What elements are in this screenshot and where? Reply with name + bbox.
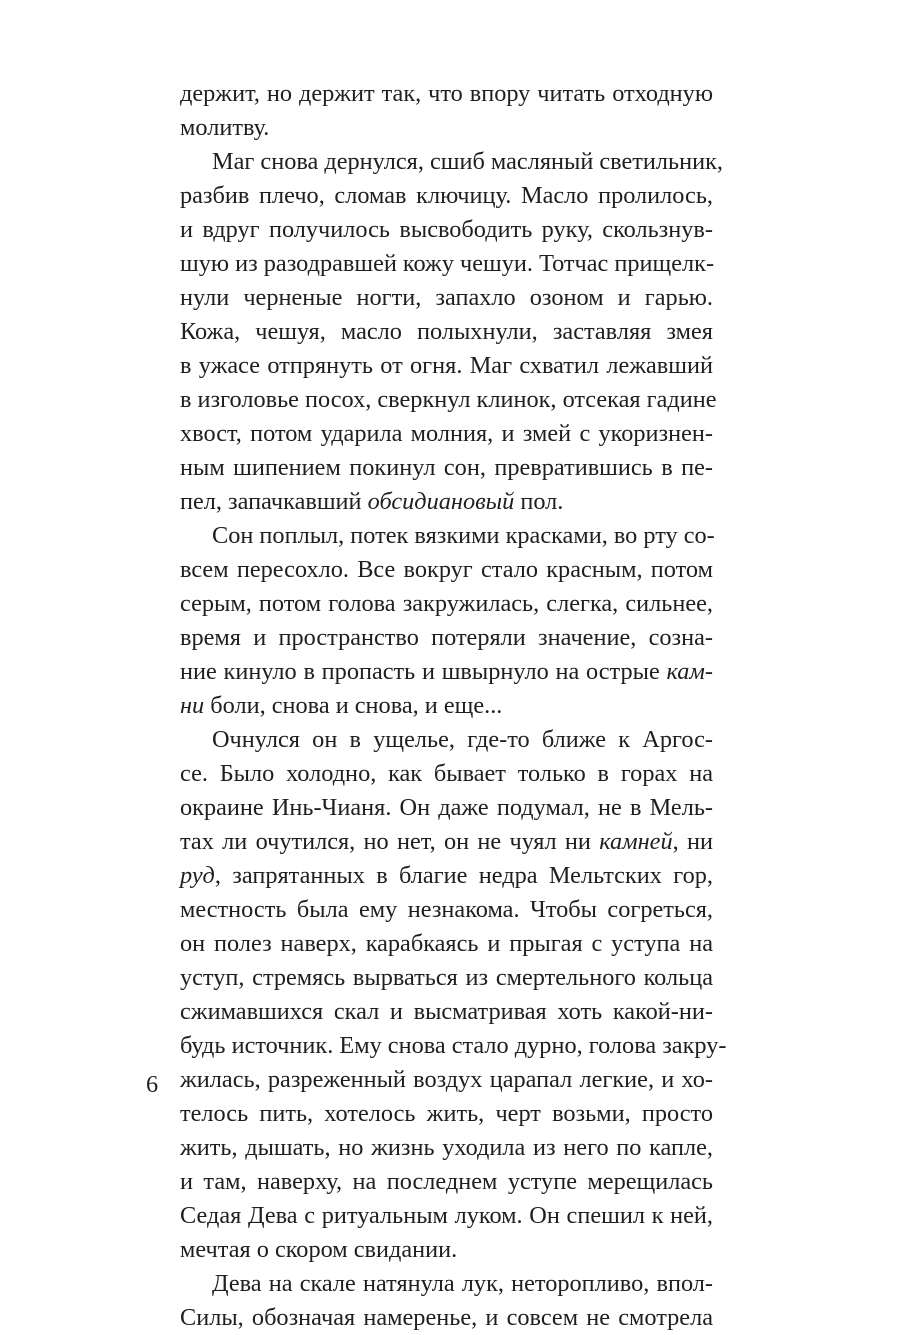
text-line: и вдруг получилось высвободить руку, скользнув- <box>180 216 713 243</box>
paragraph <box>180 145 724 519</box>
text-line: мечтая о скором свидании. <box>180 1236 458 1263</box>
text-line: он полез наверх, карабкаясь и прыгая с уступа на <box>180 930 713 957</box>
text-line: ным шипением покинул сон, превратившись в пе- <box>180 454 713 481</box>
text-line: время и пространство потеряли значение, созна- <box>180 624 713 651</box>
text-line: Очнулся он в ущелье, где-то ближе к Аргос- <box>212 726 713 753</box>
text-line: Дева на скале натянула лук, неторопливо, впол- <box>212 1270 713 1297</box>
text-line: разбив плечо, сломав ключицу. Масло пролилось, <box>180 182 713 209</box>
italic-word: ни <box>180 692 205 719</box>
text-line: в ужасе отпрянуть от огня. Маг схватил лежавший <box>180 352 713 379</box>
text-line: се. Было холодно, как бывает только в горах на <box>180 760 713 787</box>
text-line: окраине Инь-Чианя. Он даже подумал, не в Мель- <box>180 794 713 821</box>
text-line: Сон поплыл, потек вязкими красками, во рту со- <box>212 522 715 549</box>
text-line: сжимавшихся скал и высматривая хоть какой-ни- <box>180 998 713 1025</box>
text-line: держит, но держит так, что впору читать отходную <box>180 80 713 107</box>
text-line: нули черненые ногти, запахло озоном и гарью. <box>180 284 713 311</box>
page-number: 6 <box>146 1071 159 1098</box>
text-line: хвост, потом ударила молния, и змей с укоризнен- <box>180 420 713 447</box>
text-line: молитву. <box>180 114 270 141</box>
text-line: руд, запрятанных в благие недра Мельтских гор, <box>180 862 713 889</box>
paragraph <box>180 1267 713 1335</box>
text-line: телось пить, хотелось жить, черт возьми, просто <box>180 1100 713 1127</box>
italic-word: камней <box>599 828 673 855</box>
text-line: Маг снова дернулся, сшиб масляный светильник, <box>212 148 724 175</box>
text-line: Кожа, чешуя, масло полыхнули, заставляя змея <box>180 318 713 345</box>
text-line: и там, наверху, на последнем уступе мерещилась <box>180 1168 713 1195</box>
italic-word: кам- <box>666 658 713 685</box>
paragraph <box>180 77 713 145</box>
text-line: ние кинуло в пропасть и швырнуло на острые кам- <box>180 658 713 685</box>
paragraph <box>180 723 727 1267</box>
text-line: всем пересохло. Все вокруг стало красным, потом <box>180 556 713 583</box>
text-line: местность была ему незнакома. Чтобы согреться, <box>180 896 713 923</box>
text-line: шую из разодравшей кожу чешуи. Тотчас прищелк- <box>180 250 715 277</box>
text-line: будь источник. Ему снова стало дурно, голова закру- <box>180 1032 727 1059</box>
text-line: жилась, разреженный воздух царапал легкие, и хо- <box>180 1066 713 1093</box>
paragraph <box>180 519 713 723</box>
text-line: в изголовье посох, сверкнул клинок, отсекая гадине <box>180 386 717 413</box>
italic-word: руд <box>180 862 215 889</box>
text-line: пел, запачкавший обсидиановый пол. <box>180 488 564 515</box>
text-line: ни боли, снова и снова, и еще... <box>180 692 503 719</box>
italic-word: обсидиановый <box>367 488 515 515</box>
text-line: серым, потом голова закружилась, слегка, сильнее, <box>180 590 713 617</box>
text-line: жить, дышать, но жизнь уходила из него по капле, <box>180 1134 713 1161</box>
text-line: Седая Дева с ритуальным луком. Он спешил к ней, <box>180 1202 713 1229</box>
body-text <box>180 77 727 1335</box>
text-line: уступ, стремясь вырваться из смертельного кольца <box>180 964 713 991</box>
text-line: тах ли очутился, но нет, он не чуял ни камней, ни <box>180 828 713 855</box>
text-line: Силы, обозначая намеренье, и совсем не смотрела <box>180 1304 713 1331</box>
